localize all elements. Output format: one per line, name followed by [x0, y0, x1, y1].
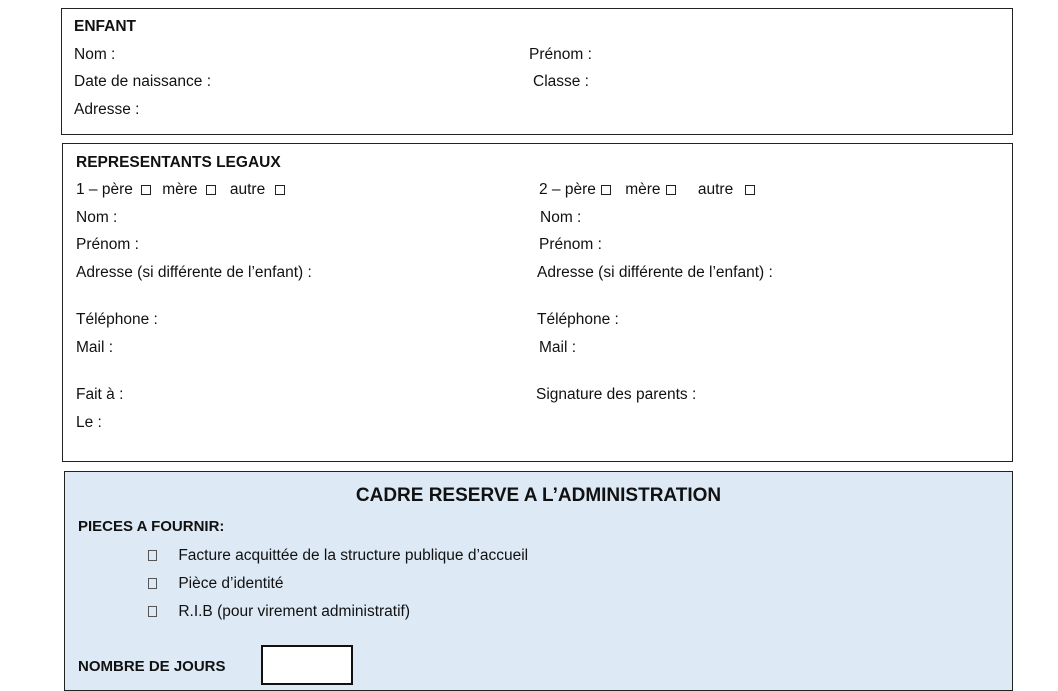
- enfant-nom-label: Nom :: [74, 46, 116, 63]
- piece-checkbox-identite[interactable]: [148, 578, 157, 589]
- nombre-jours-label: NOMBRE DE JOURS: [78, 658, 226, 675]
- representant-1-nom-label: Nom :: [76, 209, 118, 226]
- representant-2-pere-label: père: [564, 181, 596, 198]
- representant-2-mere-label: mère: [625, 181, 661, 198]
- le-label: Le :: [76, 414, 102, 431]
- enfant-date-naissance-label: Date de naissance :: [74, 73, 212, 90]
- enfant-title: ENFANT: [74, 18, 136, 35]
- pieces-title: PIECES A FOURNIR:: [78, 518, 225, 535]
- representant-1-relation: [76, 181, 289, 199]
- nombre-jours-input[interactable]: [261, 645, 353, 685]
- representant-2-autre-checkbox[interactable]: [745, 185, 755, 195]
- representant-2-prenom-label: Prénom :: [539, 236, 602, 253]
- piece-item-facture: [148, 547, 528, 565]
- representant-1-num: 1 –: [76, 181, 98, 198]
- representant-2-nom-label: Nom :: [540, 209, 582, 226]
- enfant-section: [61, 8, 1013, 135]
- representant-1-autre-label: autre: [229, 181, 266, 198]
- enfant-prenom-label: Prénom :: [529, 46, 592, 63]
- representant-1-mail-label: Mail :: [76, 339, 114, 356]
- representant-1-pere-label: père: [101, 181, 133, 198]
- representants-title: REPRESENTANTS LEGAUX: [76, 154, 281, 171]
- representant-1-adresse-label: Adresse (si différente de l’enfant) :: [76, 264, 312, 281]
- representant-2-mere-checkbox[interactable]: [666, 185, 676, 195]
- administration-title: CADRE RESERVE A L’ADMINISTRATION: [355, 485, 722, 506]
- representant-1-pere-checkbox[interactable]: [141, 185, 151, 195]
- piece-item-identite: [148, 575, 283, 593]
- signature-label: Signature des parents :: [536, 386, 697, 403]
- representant-1-mere-checkbox[interactable]: [206, 185, 216, 195]
- piece-checkbox-facture[interactable]: [148, 550, 157, 561]
- representant-2-relation: [539, 181, 759, 199]
- enfant-classe-label: Classe :: [533, 73, 589, 90]
- representant-2-adresse-label: Adresse (si différente de l’enfant) :: [537, 264, 773, 281]
- representant-1-prenom-label: Prénom :: [76, 236, 139, 253]
- representant-2-telephone-label: Téléphone :: [537, 311, 619, 328]
- representant-2-num: 2 –: [539, 181, 561, 198]
- enfant-adresse-label: Adresse :: [74, 101, 140, 118]
- piece-label-identite: Pièce d’identité: [178, 575, 284, 592]
- representant-2-pere-checkbox[interactable]: [601, 185, 611, 195]
- representant-1-telephone-label: Téléphone :: [76, 311, 158, 328]
- fait-a-label: Fait à :: [76, 386, 124, 403]
- representant-1-autre-checkbox[interactable]: [275, 185, 285, 195]
- piece-item-rib: [148, 603, 410, 621]
- piece-label-rib: R.I.B (pour virement administratif): [178, 603, 411, 620]
- representant-2-mail-label: Mail :: [539, 339, 577, 356]
- representant-2-autre-label: autre: [697, 181, 734, 198]
- representant-1-mere-label: mère: [162, 181, 198, 198]
- piece-label-facture: Facture acquittée de la structure publique d’accueil: [178, 547, 529, 564]
- piece-checkbox-rib[interactable]: [148, 606, 157, 617]
